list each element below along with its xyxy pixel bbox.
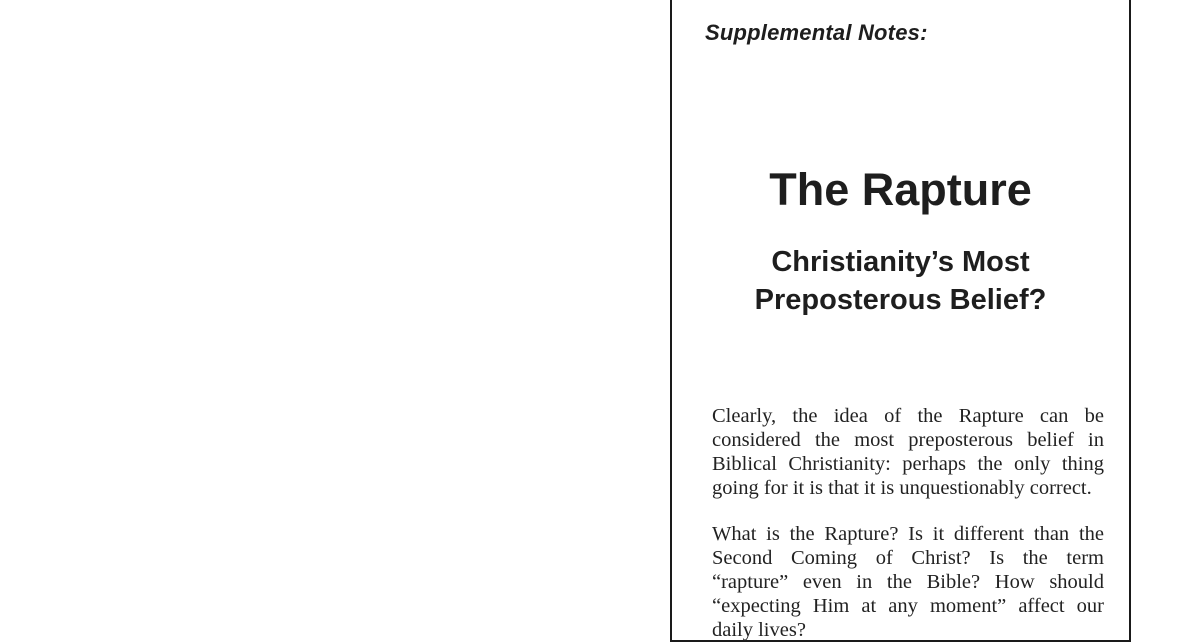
- document-page: [670, 0, 1131, 642]
- page-title: The Rapture: [769, 164, 1032, 215]
- supplemental-notes-header: Supplemental Notes:: [705, 20, 928, 45]
- subtitle-line-2: Preposterous Belief?: [754, 284, 1047, 316]
- body-paragraph-2: What is the Rapture? Is it different than the Second Coming of Christ? Is the term “rapture” even in the Bible? How should “expecting Him at any moment” affect our daily lives?: [712, 523, 1104, 641]
- body-paragraph-1: Clearly, the idea of the Rapture can be considered the most preposterous belief in Biblical Christianity: perhaps the only thing going for it is that it is unquestionably correct.: [712, 405, 1104, 499]
- subtitle-line-1: Christianity’s Most: [771, 246, 1030, 278]
- page-subtitle: [672, 243, 1129, 319]
